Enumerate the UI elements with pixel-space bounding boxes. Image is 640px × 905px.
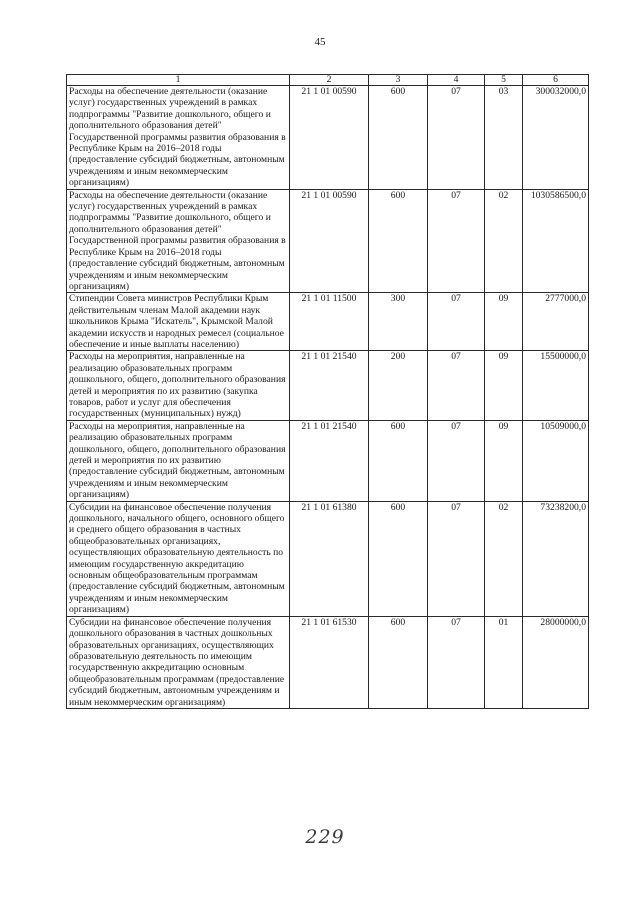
row-pr: 02 [485, 501, 523, 616]
row-pr: 09 [485, 293, 523, 351]
row-vr: 600 [369, 189, 428, 293]
row-sum: 28000000,0 [523, 616, 589, 708]
budget-table [66, 74, 589, 709]
row-rz: 07 [428, 293, 485, 351]
page-number: 45 [314, 36, 326, 48]
row-vr: 300 [369, 293, 428, 351]
table-header [67, 75, 589, 86]
table-row [67, 501, 589, 616]
table-row [67, 189, 589, 293]
table-row [67, 420, 589, 501]
row-code: 21 1 01 61380 [290, 501, 369, 616]
row-description: Стипендии Совета министров Республики Крым действительным членам Малой академии наук школьников Крыма "Искатель", Крымской Малой академии искусств и народных ремесел (социальное обеспечение и иные выплаты населению) [67, 293, 290, 351]
row-vr: 600 [369, 420, 428, 501]
row-description: Расходы на мероприятия, направленные на реализацию образовательных программ дошкольного, общего, дополнительного образования детей и мероприятия по их развитию (предоставление субсидий бюджетным, автономным учреждениям и иным некоммерческим организациям) [67, 420, 290, 501]
row-vr: 600 [369, 501, 428, 616]
row-code: 21 1 01 00590 [290, 189, 369, 293]
row-sum: 1030586500,0 [523, 189, 589, 293]
row-code: 21 1 01 61530 [290, 616, 369, 708]
row-sum: 15500000,0 [523, 351, 589, 420]
table-row [67, 616, 589, 708]
handwritten-page-mark: 229 [305, 826, 345, 848]
row-rz: 07 [428, 420, 485, 501]
column-header-5: 5 [485, 75, 523, 86]
row-code: 21 1 01 21540 [290, 351, 369, 420]
row-pr: 01 [485, 616, 523, 708]
column-header-6: 6 [523, 75, 589, 86]
row-rz: 07 [428, 189, 485, 293]
table-body [67, 86, 589, 709]
row-vr: 600 [369, 616, 428, 708]
row-sum: 73238200,0 [523, 501, 589, 616]
table-row [67, 351, 589, 420]
row-sum: 10509000,0 [523, 420, 589, 501]
row-rz: 07 [428, 501, 485, 616]
row-pr: 02 [485, 189, 523, 293]
row-description: Расходы на обеспечение деятельности (оказание услуг) государственных учреждений в рамках подпрограммы "Развитие дошкольного, общего и дополнительного образования детей" Государственной программы развития образования в Республике Крым на 2016–2018 годы (предоставление субсидий бюджетным, автономным учреждениям и иным некоммерческим организациям) [67, 189, 290, 293]
row-pr: 09 [485, 351, 523, 420]
row-pr: 09 [485, 420, 523, 501]
row-description: Расходы на обеспечение деятельности (оказание услуг) государственных учреждений в рамках подпрограммы "Развитие дошкольного, общего и дополнительного образования детей" Государственной программы развития образования в Республике Крым на 2016–2018 годы (предоставление субсидий бюджетным, автономным учреждениям и иным некоммерческим организациям) [67, 86, 290, 190]
row-pr: 03 [485, 86, 523, 190]
row-code: 21 1 01 21540 [290, 420, 369, 501]
row-sum: 300032000,0 [523, 86, 589, 190]
row-sum: 2777000,0 [523, 293, 589, 351]
row-rz: 07 [428, 616, 485, 708]
column-header-2: 2 [290, 75, 369, 86]
column-header-3: 3 [369, 75, 428, 86]
row-rz: 07 [428, 86, 485, 190]
row-code: 21 1 01 11500 [290, 293, 369, 351]
row-description: Расходы на мероприятия, направленные на реализацию образовательных программ дошкольного, общего, дополнительного образования детей и мероприятия по их развитию (закупка товаров, работ и услуг для обеспечения государственных (муниципальных) нужд) [67, 351, 290, 420]
row-description: Субсидии на финансовое обеспечение получения дошкольного образования в частных дошкольных образовательных организациях, осуществляющих образовательную деятельность по имеющим государственную аккредитацию основным общеобразовательным программам (предоставление субсидий бюджетным, автономным учреждениям и иным некоммерческим организациям) [67, 616, 290, 708]
row-rz: 07 [428, 351, 485, 420]
table-row [67, 86, 589, 190]
column-header-4: 4 [428, 75, 485, 86]
column-header-1: 1 [67, 75, 290, 86]
header-row [67, 75, 589, 86]
table-row [67, 293, 589, 351]
row-vr: 200 [369, 351, 428, 420]
row-vr: 600 [369, 86, 428, 190]
row-code: 21 1 01 00590 [290, 86, 369, 190]
row-description: Субсидии на финансовое обеспечение получения дошкольного, начального общего, основного общего и среднего общего образования в частных общеобразовательных организациях, осуществляющих образовательную деятельность по имеющим государственную аккредитацию основным общеобразовательным программам (предоставление субсидий бюджетным, автономным учреждениям и иным некоммерческим организациям) [67, 501, 290, 616]
